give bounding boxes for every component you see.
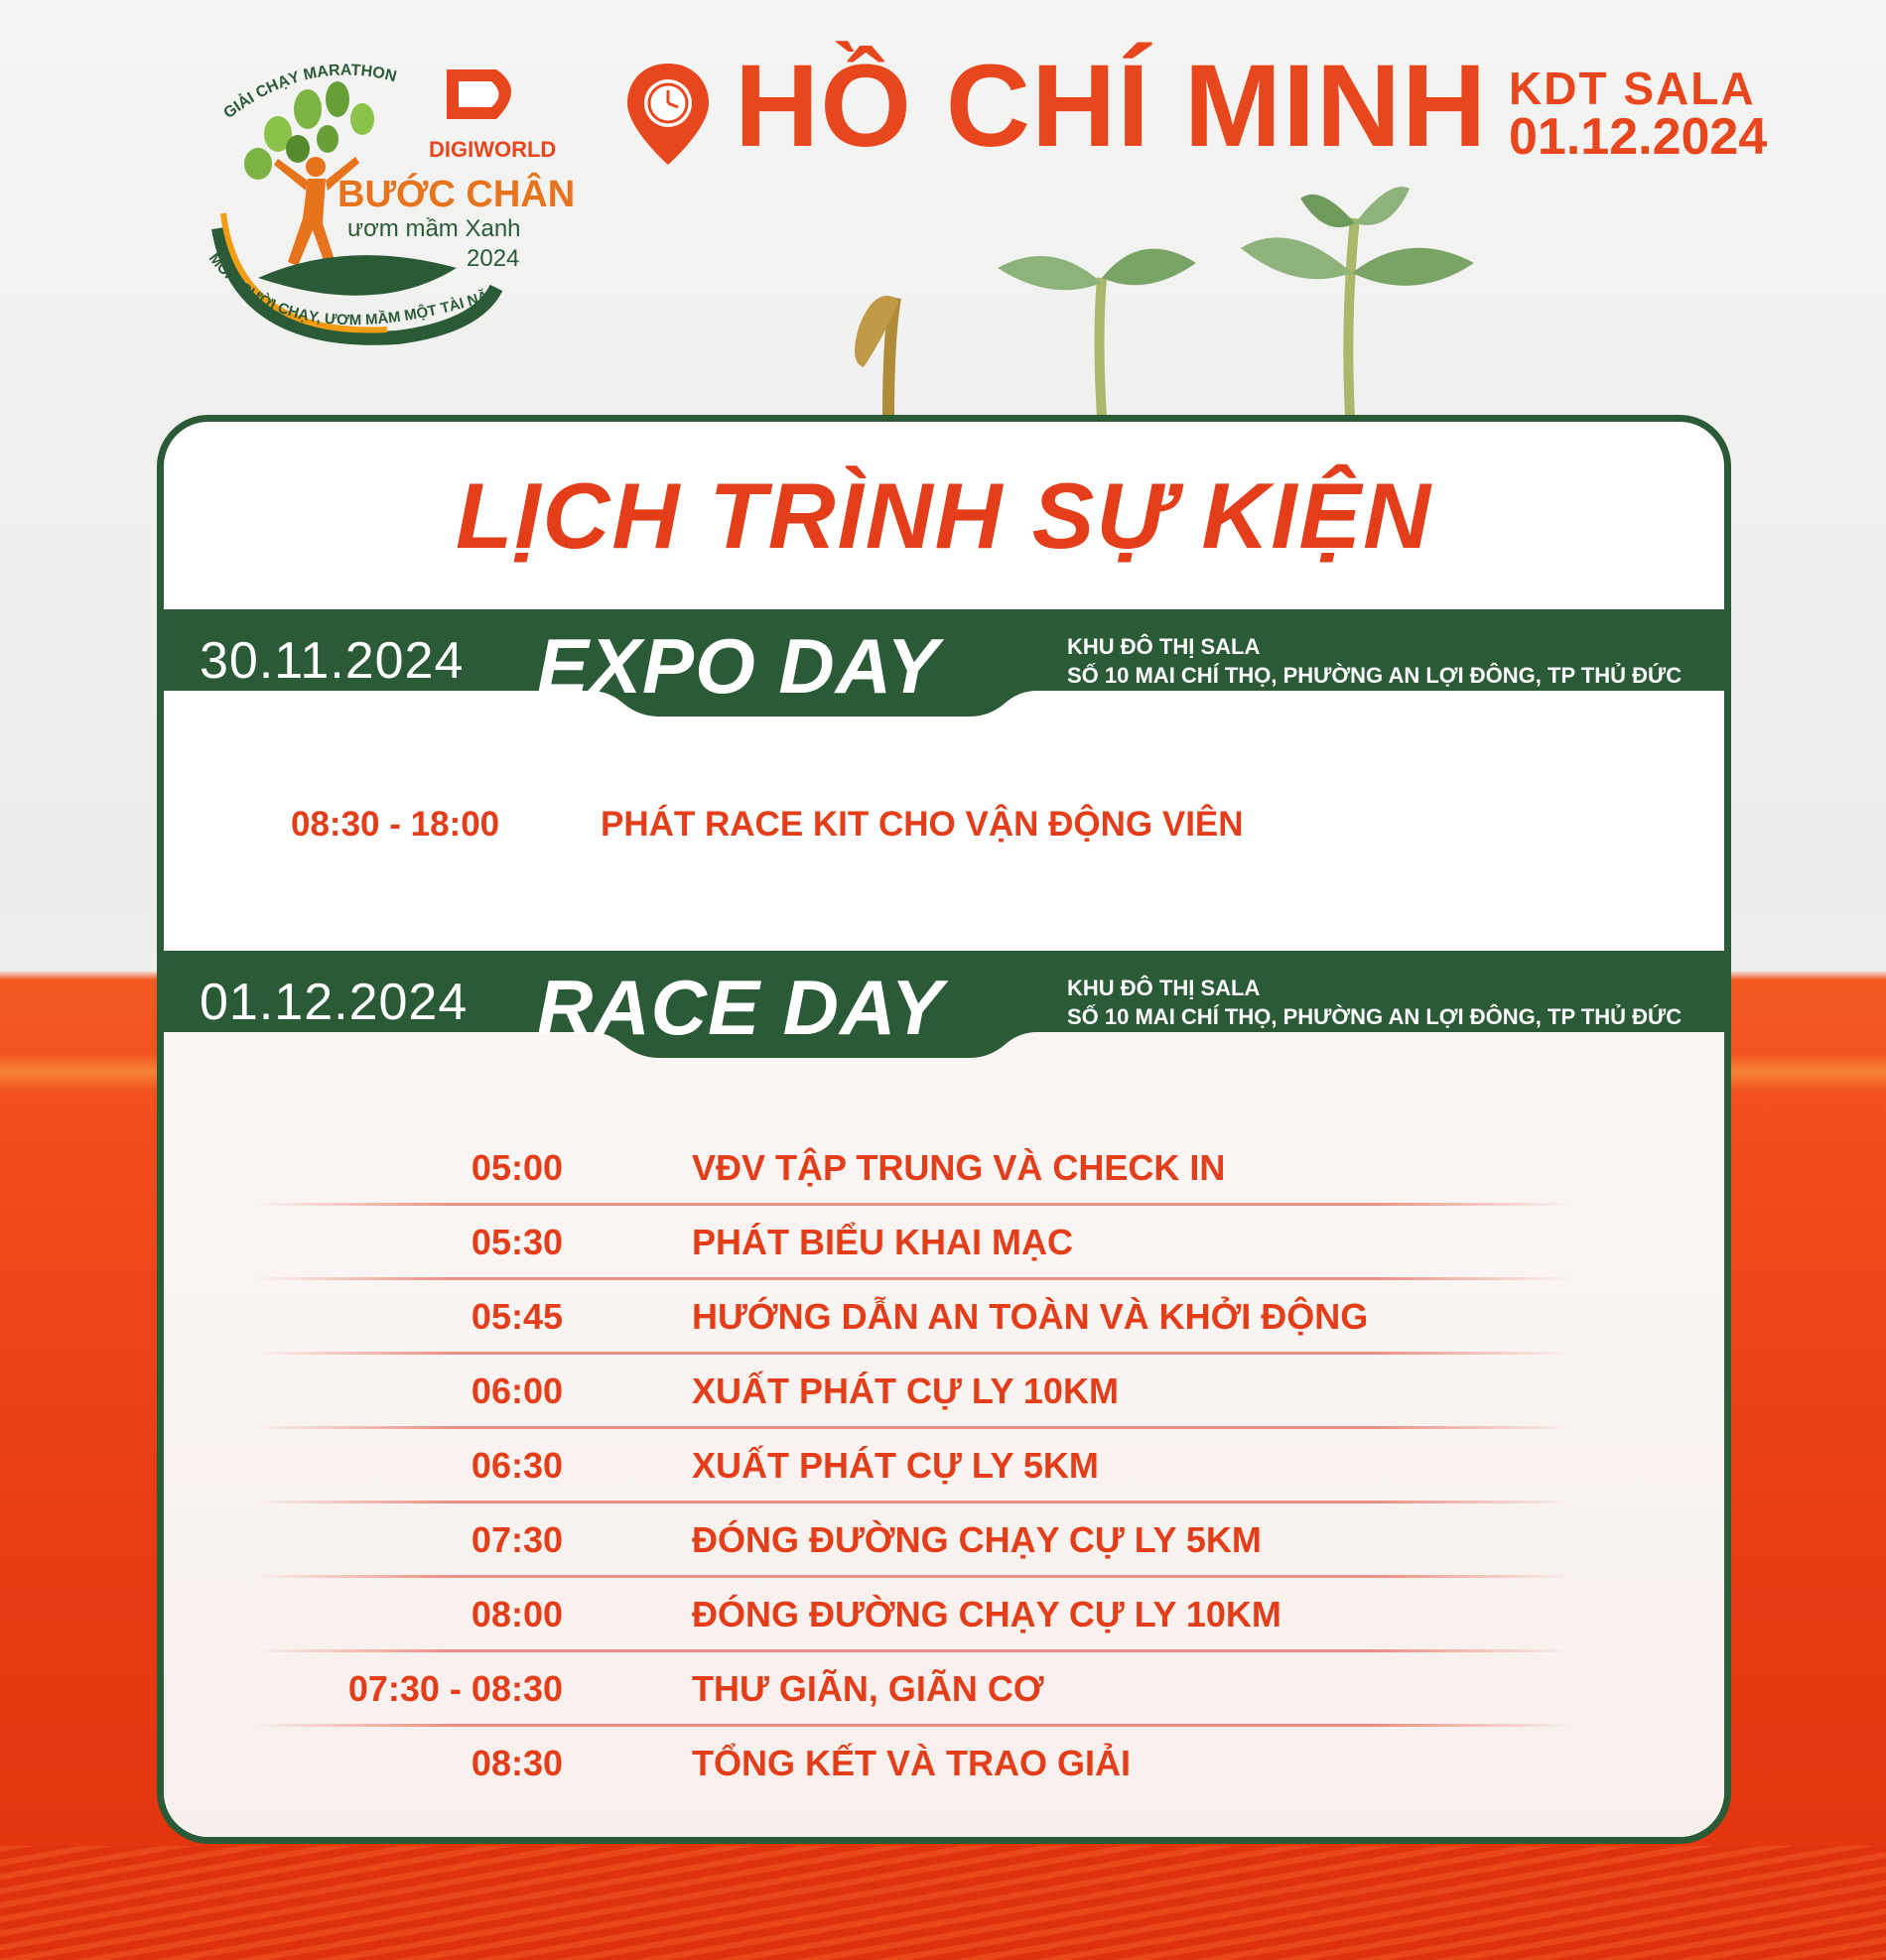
schedule-activity: ĐÓNG ĐƯỜNG CHẠY CỰ LY 10KM: [692, 1594, 1281, 1634]
schedule-row: [164, 1222, 1724, 1298]
schedule-activity: TỔNG KẾT VÀ TRAO GIẢI: [692, 1743, 1132, 1783]
logo-slogan: MỖI NGƯỜI CHẠY, ƯƠM MẦM MỘT TÀI NĂN: [204, 250, 501, 329]
row-divider: [253, 1352, 1573, 1355]
schedule-time: 05:00: [471, 1147, 563, 1188]
race-address-line2: SỐ 10 MAI CHÍ THỌ, PHƯỜNG AN LỢI ĐÔNG, TP THỦ ĐỨC: [1067, 1003, 1683, 1029]
expo-day-header: [164, 609, 1724, 720]
map-pin-clock-icon: [623, 60, 713, 169]
schedule-row: [164, 1147, 1724, 1224]
event-venue: KDT SALA: [1509, 63, 1756, 114]
expo-item-time: 08:30 - 18:00: [291, 805, 500, 844]
expo-address-line1: KHU ĐÔ THỊ SALA: [1067, 634, 1261, 659]
logo-year: 2024: [467, 245, 520, 272]
schedule-row: [164, 1445, 1724, 1521]
event-date: 01.12.2024: [1509, 108, 1768, 166]
schedule-row: [164, 1743, 1724, 1819]
schedule-time: 08:00: [471, 1594, 563, 1634]
schedule-activity: VĐV TẬP TRUNG VÀ CHECK IN: [692, 1147, 1226, 1188]
schedule-activity: ĐÓNG ĐƯỜNG CHẠY CỰ LY 5KM: [692, 1519, 1262, 1560]
digiworld-mark-icon: [447, 69, 511, 119]
row-divider: [253, 1203, 1573, 1206]
race-title: RACE DAY: [537, 964, 944, 1051]
event-logo: [199, 40, 576, 387]
schedule-time: 05:45: [471, 1296, 563, 1337]
expo-item-activity: PHÁT RACE KIT CHO VẬN ĐỘNG VIÊN: [601, 805, 1244, 844]
schedule-time: 05:30: [471, 1222, 563, 1262]
schedule-time: 07:30 - 08:30: [347, 1668, 563, 1709]
young-sprout-icon: [998, 249, 1196, 417]
schedule-activity: THƯ GIÃN, GIÃN CƠ: [692, 1668, 1044, 1709]
row-divider: [253, 1426, 1573, 1429]
sprouts-illustration: [804, 179, 1499, 417]
logo-arc-text: GIẢI CHẠY MARATHON: [220, 62, 399, 123]
race-day-header: [164, 951, 1724, 1062]
schedule-title: LỊCH TRÌNH SỰ KIỆN: [455, 463, 1433, 568]
row-divider: [253, 1724, 1573, 1727]
row-divider: [253, 1277, 1573, 1280]
schedule-time: 06:30: [471, 1445, 563, 1486]
schedule-time: 08:30: [471, 1743, 563, 1783]
expo-address: [1067, 633, 1682, 690]
race-date: 01.12.2024: [200, 974, 469, 1031]
schedule-row: [164, 1594, 1724, 1670]
schedule-time: 07:30: [471, 1519, 563, 1560]
schedule-row: [164, 1519, 1724, 1596]
expo-date: 30.11.2024: [200, 632, 465, 690]
row-divider: [253, 1575, 1573, 1578]
schedule-activity: XUẤT PHÁT CỰ LY 10KM: [692, 1371, 1119, 1411]
expo-title: EXPO DAY: [537, 622, 940, 710]
schedule-activity: PHÁT BIỂU KHAI MẠC: [692, 1222, 1073, 1262]
event-venue-date: [1509, 63, 1768, 166]
schedule-row: [164, 1296, 1724, 1372]
logo-title: BƯỚC CHÂN: [337, 174, 576, 215]
row-divider: [253, 1501, 1573, 1503]
expo-address-line2: SỐ 10 MAI CHÍ THỌ, PHƯỜNG AN LỢI ĐÔNG, TP THỦ ĐỨC: [1067, 662, 1683, 688]
event-city: HỒ CHÍ MINH: [735, 41, 1488, 172]
schedule-card: [157, 415, 1731, 1844]
background-glow-stripe: [0, 1846, 1886, 1960]
schedule-row: [164, 1668, 1724, 1745]
schedule-activity: HƯỚNG DẪN AN TOÀN VÀ KHỞI ĐỘNG: [692, 1296, 1369, 1337]
schedule-activity: XUẤT PHÁT CỰ LY 5KM: [692, 1445, 1099, 1486]
logo-brand: DIGIWORLD: [429, 137, 557, 162]
schedule-row: [164, 1373, 1724, 1447]
race-address-line1: KHU ĐÔ THỊ SALA: [1067, 976, 1261, 1000]
wilted-sprout-icon: [855, 296, 898, 417]
race-address: [1067, 975, 1682, 1031]
schedule-time: 06:00: [471, 1371, 563, 1411]
grown-sprout-icon: [1241, 187, 1474, 417]
logo-subtitle: ươm mầm Xanh: [347, 215, 521, 242]
row-divider: [253, 1649, 1573, 1652]
